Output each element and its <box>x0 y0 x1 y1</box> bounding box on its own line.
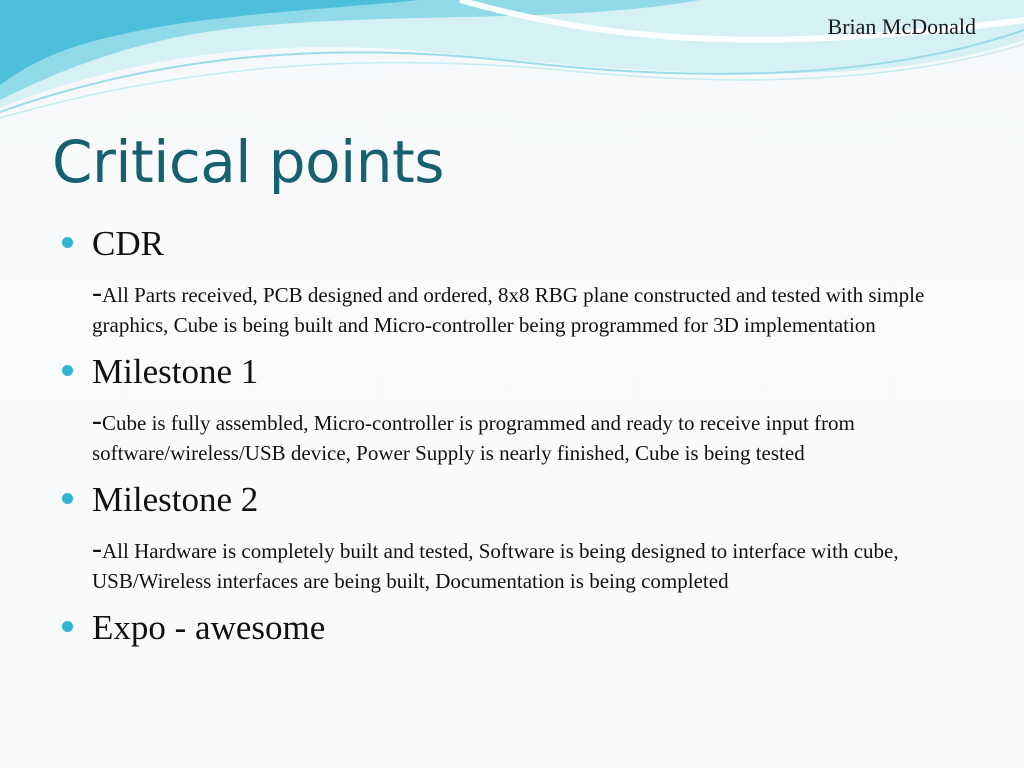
bullet-detail <box>92 534 972 596</box>
bullet-item-milestone-2 <box>62 478 972 596</box>
bullet-detail <box>92 278 972 340</box>
bullet-detail-text: All Parts received, PCB designed and ordered, 8x8 RBG plane constructed and tested with simple graphics, Cube is being built and Micro-controller being programmed for 3D implementation <box>92 283 925 337</box>
bullet-label: Expo - awesome <box>92 608 326 647</box>
bullet-detail-text: Cube is fully assembled, Micro-controller is programmed and ready to receive input from software/wireless/USB device, Power Supply is nearly finished, Cube is being tested <box>92 411 855 465</box>
bullet-item-cdr <box>62 222 972 340</box>
bullet-label: Milestone 2 <box>92 480 259 519</box>
bullet-dot-icon <box>62 493 73 504</box>
bullet-label: Milestone 1 <box>92 352 259 391</box>
bullet-detail <box>92 406 972 468</box>
slide-title: Critical points <box>52 128 444 196</box>
dash: - <box>92 276 102 309</box>
author-name: Brian McDonald <box>827 14 976 39</box>
bullet-detail-text: All Hardware is completely built and tested, Software is being designed to interface with cube, USB/Wireless interfaces are being built, Documentation is being completed <box>92 539 899 593</box>
bullet-dot-icon <box>62 621 73 632</box>
dash: - <box>92 532 102 565</box>
bullet-dot-icon <box>62 365 73 376</box>
dash: - <box>92 404 102 437</box>
bullet-label: CDR <box>92 224 164 263</box>
bullet-dot-icon <box>62 237 73 248</box>
bullet-list <box>62 222 972 650</box>
bullet-item-expo <box>62 606 972 650</box>
bullet-item-milestone-1 <box>62 350 972 468</box>
